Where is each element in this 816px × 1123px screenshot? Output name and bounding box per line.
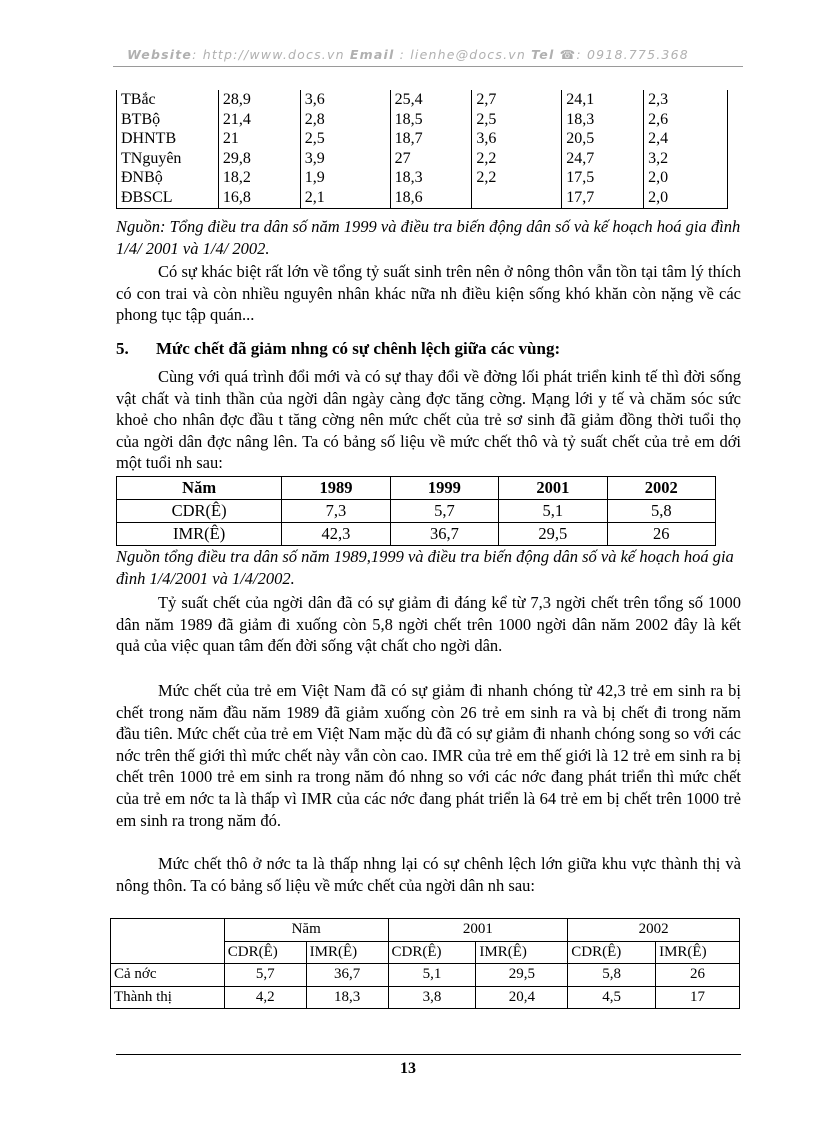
empty-corner-cell — [111, 919, 225, 964]
value-cell: 21 — [218, 129, 300, 149]
email-value: : lienhe@docs.vn — [399, 47, 526, 62]
section-number: 5. — [116, 339, 129, 358]
value-cell: 29,5 — [476, 964, 568, 987]
page-header — [0, 47, 816, 62]
indicator-header-cell: CDR(Ê) — [568, 941, 656, 964]
value-cell: 18,3 — [562, 110, 644, 130]
area-cell: Thành thị — [111, 986, 225, 1009]
mortality-table — [116, 476, 716, 546]
table-header-row — [117, 477, 716, 500]
value-cell: 1,9 — [300, 168, 390, 188]
region-cell: ĐBSCL — [117, 188, 219, 208]
value-cell: 3,6 — [472, 129, 562, 149]
value-cell: 36,7 — [390, 523, 498, 546]
value-cell: 2,7 — [472, 90, 562, 110]
table-row — [111, 964, 740, 987]
value-cell: 2,0 — [644, 188, 728, 208]
footer-divider — [116, 1054, 741, 1055]
value-cell: 4,5 — [568, 986, 656, 1009]
value-cell: 27 — [390, 149, 472, 169]
table-row — [117, 149, 728, 169]
header-divider — [113, 66, 743, 67]
table2-source-caption: Nguồn tổng điều tra dân số năm 1989,1999 và điều tra biến động dân số và kế hoạch hoá gia đình 1/4/2001 và 1/4/2002. — [116, 547, 734, 588]
indicator-cell: IMR(Ê) — [117, 523, 282, 546]
indicator-cell: CDR(Ê) — [117, 500, 282, 523]
value-cell: 3,9 — [300, 149, 390, 169]
year-header-cell: Năm — [224, 919, 388, 942]
value-cell: 2,0 — [644, 168, 728, 188]
value-cell: 18,5 — [390, 110, 472, 130]
value-cell: 20,5 — [562, 129, 644, 149]
value-cell: 18,2 — [218, 168, 300, 188]
table-row — [117, 500, 716, 523]
value-cell: 17 — [656, 986, 740, 1009]
value-cell: 29,8 — [218, 149, 300, 169]
value-cell: 2,2 — [472, 168, 562, 188]
value-cell: 18,7 — [390, 129, 472, 149]
table-row — [117, 168, 728, 188]
value-cell: 21,4 — [218, 110, 300, 130]
value-cell: 2,2 — [472, 149, 562, 169]
paragraph-mortality-intro: Cùng với quá trình đổi mới và có sự thay đổi về đờng lối phát triển kinh tế thì đời sống vật chất và tinh thần của ngời dân ngày càng đợc tăng cờng. Mạng lới y tế và chăm sóc sức khoẻ cho nhân đợc đầu t tăng cờng nên mức chết của trẻ sơ sinh đã giảm đồng thời tuổi thọ của ngời dân đợc nâng lên. Ta có bảng số liệu về mức chết thô và tỷ suất chết của trẻ em dới một tuổi nh sau: — [116, 367, 741, 473]
value-cell — [472, 188, 562, 208]
table1-source-caption: Nguồn: Tổng điều tra dân số năm 1999 và điều tra biến động dân số và kế hoạch hoá gia đình 1/4/ 2001 và 1/4/ 2002. — [116, 217, 741, 258]
header-cell: 2001 — [499, 477, 607, 500]
page-number: 13 — [400, 1060, 416, 1077]
year-header-cell: 2001 — [388, 919, 568, 942]
region-cell: TBắc — [117, 90, 219, 110]
value-cell: 17,7 — [562, 188, 644, 208]
header-cell: 2002 — [607, 477, 715, 500]
value-cell: 42,3 — [282, 523, 390, 546]
value-cell: 2,3 — [644, 90, 728, 110]
value-cell: 26 — [607, 523, 715, 546]
header-cell: 1989 — [282, 477, 390, 500]
tel-value: ☎: 0918.775.368 — [559, 47, 689, 62]
value-cell: 3,2 — [644, 149, 728, 169]
value-cell: 5,1 — [388, 964, 476, 987]
indicator-header-cell: CDR(Ê) — [224, 941, 306, 964]
indicator-header-cell: IMR(Ê) — [306, 941, 388, 964]
value-cell: 5,7 — [390, 500, 498, 523]
region-cell: TNguyên — [117, 149, 219, 169]
value-cell: 5,8 — [568, 964, 656, 987]
value-cell: 16,8 — [218, 188, 300, 208]
value-cell: 7,3 — [282, 500, 390, 523]
value-cell: 3,8 — [388, 986, 476, 1009]
indicator-header-cell: CDR(Ê) — [388, 941, 476, 964]
value-cell: 4,2 — [224, 986, 306, 1009]
value-cell: 3,6 — [300, 90, 390, 110]
value-cell: 25,4 — [390, 90, 472, 110]
value-cell: 17,5 — [562, 168, 644, 188]
paragraph-imr: Mức chết của trẻ em Việt Nam đã có sự giảm đi nhanh chóng từ 42,3 trẻ em sinh ra bị chết trong năm đầu năm 1989 đã giảm xuống còn 26 trẻ em sinh ra và bị chết đi trong năm đầu tiên. Mức chết của trẻ em Việt Nam mặc dù đã có sự giảm đi nhanh chóng song so với các nớc trên thế giới thì mức chết này vẫn còn cao. IMR của trẻ em thế giới là 12 trẻ em sinh ra bị chết trên 1000 trẻ em sinh ra trong năm đó nhng so với các nớc đang phát triển thì mức chết của trẻ em nớc ta là thấp vì IMR của các nớc đang phát triển là 64 trẻ em bị chết trên 1000 trẻ em sinh ra trong năm đó. — [116, 681, 741, 830]
value-cell: 2,1 — [300, 188, 390, 208]
tel-label: Tel — [531, 47, 555, 62]
value-cell: 24,1 — [562, 90, 644, 110]
value-cell: 2,8 — [300, 110, 390, 130]
indicator-header-cell: IMR(Ê) — [656, 941, 740, 964]
area-cell: Cả nớc — [111, 964, 225, 987]
value-cell: 36,7 — [306, 964, 388, 987]
table-row — [111, 986, 740, 1009]
value-cell: 29,5 — [499, 523, 607, 546]
value-cell: 28,9 — [218, 90, 300, 110]
paragraph-fertility-difference: Có sự khác biệt rất lớn về tổng tỷ suất sinh trên nên ở nông thôn vẫn tồn tại tâm lý thích có con trai và còn nhiều nguyên nhân khác nữa nh điều kiện sống khó khăn còn nặng về các phong tục tập quán... — [116, 262, 741, 325]
value-cell: 5,1 — [499, 500, 607, 523]
website-value: : http://www.docs.vn — [192, 47, 345, 62]
regional-fertility-table — [116, 90, 728, 209]
urban-rural-mortality-table — [110, 918, 740, 1009]
value-cell: 20,4 — [476, 986, 568, 1009]
value-cell: 2,5 — [300, 129, 390, 149]
year-header-cell: 2002 — [568, 919, 740, 942]
year-header-row — [111, 919, 740, 942]
header-cell: Năm — [117, 477, 282, 500]
header-cell: 1999 — [390, 477, 498, 500]
table-row — [117, 110, 728, 130]
value-cell: 18,3 — [306, 986, 388, 1009]
paragraph-cdr: Tỷ suất chết của ngời dân đã có sự giảm đi đáng kể từ 7,3 ngời chết trên tổng số 1000 dân năm 1989 đã giảm đi xuống còn 5,8 ngời chết trên 1000 ngời dân năm 2002 đây là kết quả của việc quan tâm đến đời sống vật chất cho ngời dân. — [116, 593, 741, 656]
value-cell: 5,8 — [607, 500, 715, 523]
paragraph-urban-rural: Mức chết thô ở nớc ta là thấp nhng lại có sự chênh lệch lớn giữa khu vực thành thị và nông thôn. Ta có bảng số liệu về mức chết của ngời dân nh sau: — [116, 854, 741, 895]
table-row — [117, 129, 728, 149]
section-title: Mức chết đã giảm nhng có sự chênh lệch giữa các vùng: — [156, 339, 561, 358]
value-cell: 2,6 — [644, 110, 728, 130]
region-cell: BTBộ — [117, 110, 219, 130]
value-cell: 2,4 — [644, 129, 728, 149]
value-cell: 18,6 — [390, 188, 472, 208]
value-cell: 24,7 — [562, 149, 644, 169]
region-cell: ĐNBộ — [117, 168, 219, 188]
value-cell: 18,3 — [390, 168, 472, 188]
indicator-header-cell: IMR(Ê) — [476, 941, 568, 964]
table-row — [117, 523, 716, 546]
value-cell: 26 — [656, 964, 740, 987]
region-cell: DHNTB — [117, 129, 219, 149]
value-cell: 2,5 — [472, 110, 562, 130]
email-label: Email — [349, 47, 395, 62]
section-5-heading — [116, 339, 560, 359]
value-cell: 5,7 — [224, 964, 306, 987]
website-label: Website — [127, 47, 193, 62]
table-row — [117, 90, 728, 110]
table-row — [117, 188, 728, 208]
